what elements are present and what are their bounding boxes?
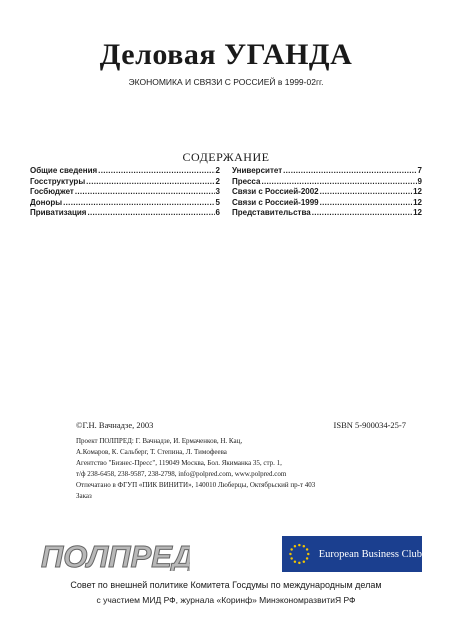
toc-entry-page: 6 <box>215 208 220 217</box>
toc-entry-page: 12 <box>413 187 422 196</box>
polpred-logo-graphic <box>40 537 190 571</box>
toc-entry-label: Пресса <box>232 176 261 186</box>
eu-star-icon <box>290 557 292 559</box>
toc-entry-page: 2 <box>215 176 220 186</box>
eu-star-icon <box>289 553 291 555</box>
toc-entry[interactable] <box>30 208 220 219</box>
eu-star-icon <box>306 548 308 550</box>
toc-heading: СОДЕРЖАНИЕ <box>182 150 270 164</box>
toc-entry-label: Общие сведения <box>30 166 98 175</box>
toc-leader <box>320 198 412 209</box>
toc-entry-page: 9 <box>417 176 422 186</box>
toc-entry[interactable] <box>30 177 220 188</box>
eu-star-icon <box>307 553 309 555</box>
imprint-line: т/ф 238-6458, 238-9587, 238-2798, info@polpred.com, www.polpred.com <box>76 470 287 478</box>
imprint-block <box>76 420 406 502</box>
toc-leader <box>75 187 215 198</box>
toc-leader <box>86 177 214 188</box>
ebc-logo <box>282 536 422 572</box>
toc-entry-page: 7 <box>417 166 422 175</box>
toc-entry-label: Университет <box>232 166 283 175</box>
toc-leader <box>87 208 214 219</box>
toc-entry[interactable] <box>232 166 422 177</box>
toc-entry-label: Связи с Россией-1999 <box>232 197 319 207</box>
eu-star-icon <box>294 560 296 562</box>
toc-entry[interactable] <box>232 187 422 198</box>
toc-entry-label: Госструктуры <box>30 176 86 186</box>
toc-leader <box>312 208 412 219</box>
toc-entry-page: 2 <box>215 166 220 175</box>
toc-leader <box>283 166 416 177</box>
imprint-line: Отпечатано в ФГУП «ПИК ВИНИТИ», 140010 Люберцы, Октябрьский пр-т 403 <box>76 481 316 489</box>
polpred-logo-text: ПОЛПРЕД <box>41 539 190 571</box>
toc-entry-label: Госбюджет <box>30 187 74 196</box>
toc-left-column <box>30 166 220 219</box>
toc-entry[interactable] <box>232 177 422 188</box>
ebc-logo-text: European Business Club <box>318 548 422 560</box>
copyright-author: ©Г.Н. Вачнадзе, 2003 <box>76 420 154 430</box>
toc-right-column <box>232 166 422 219</box>
toc-entry-label: Представительства <box>232 208 311 217</box>
toc-entry[interactable] <box>30 166 220 177</box>
toc-entry[interactable] <box>30 198 220 209</box>
toc-leader <box>320 187 412 198</box>
polpred-logo <box>40 537 190 576</box>
eu-star-icon <box>290 548 292 550</box>
footer-line-2: с участием МИД РФ, журнала «Коринф» МинэкономразвитиЯ РФ <box>96 595 356 605</box>
imprint-line: А.Комаров, К. Сальберг, Т. Степина, Л. Тимофеева <box>76 448 227 456</box>
toc-entry-page: 3 <box>215 187 220 196</box>
eu-star-icon <box>303 560 305 562</box>
eu-star-icon <box>298 562 300 564</box>
toc-entry[interactable] <box>232 198 422 209</box>
toc-entry-page: 12 <box>413 208 422 217</box>
toc-leader <box>261 177 416 188</box>
imprint-line: Заказ <box>76 492 92 500</box>
eu-star-icon <box>298 544 300 546</box>
footer-line-1: Совет по внешней политике Комитета Госдумы по международным делам <box>70 580 382 590</box>
toc-leader <box>63 198 214 209</box>
eu-star-icon <box>303 545 305 547</box>
imprint-line: Проект ПОЛПРЕД: Г. Вачнадзе, И. Ермаченков, Н. Кац, <box>76 437 243 445</box>
toc-entry-label: Приватизация <box>30 208 87 217</box>
document-subtitle: ЭКОНОМИКА И СВЯЗИ С РОССИЕЙ в 1999-02гг. <box>128 77 324 87</box>
imprint-line: Агентство "Бизнес-Пресс", 119049 Москва, Бол. Якиманка 35, стр. 1, <box>76 459 282 467</box>
toc-entry-label: Связи с Россией-2002 <box>232 187 319 196</box>
toc-entry-page: 12 <box>413 197 422 207</box>
eu-star-icon <box>306 557 308 559</box>
toc-leader <box>98 166 214 177</box>
toc-entry-page: 5 <box>215 197 220 207</box>
eu-stars-icon <box>286 539 313 569</box>
eu-star-icon <box>294 545 296 547</box>
toc-entry[interactable] <box>30 187 220 198</box>
document-title: Деловая УГАНДА <box>99 38 353 71</box>
toc-entry[interactable] <box>232 208 422 219</box>
isbn: ISBN 5-900034-25-7 <box>333 420 406 430</box>
imprint-header <box>76 420 406 430</box>
toc-entry-label: Доноры <box>30 197 63 207</box>
